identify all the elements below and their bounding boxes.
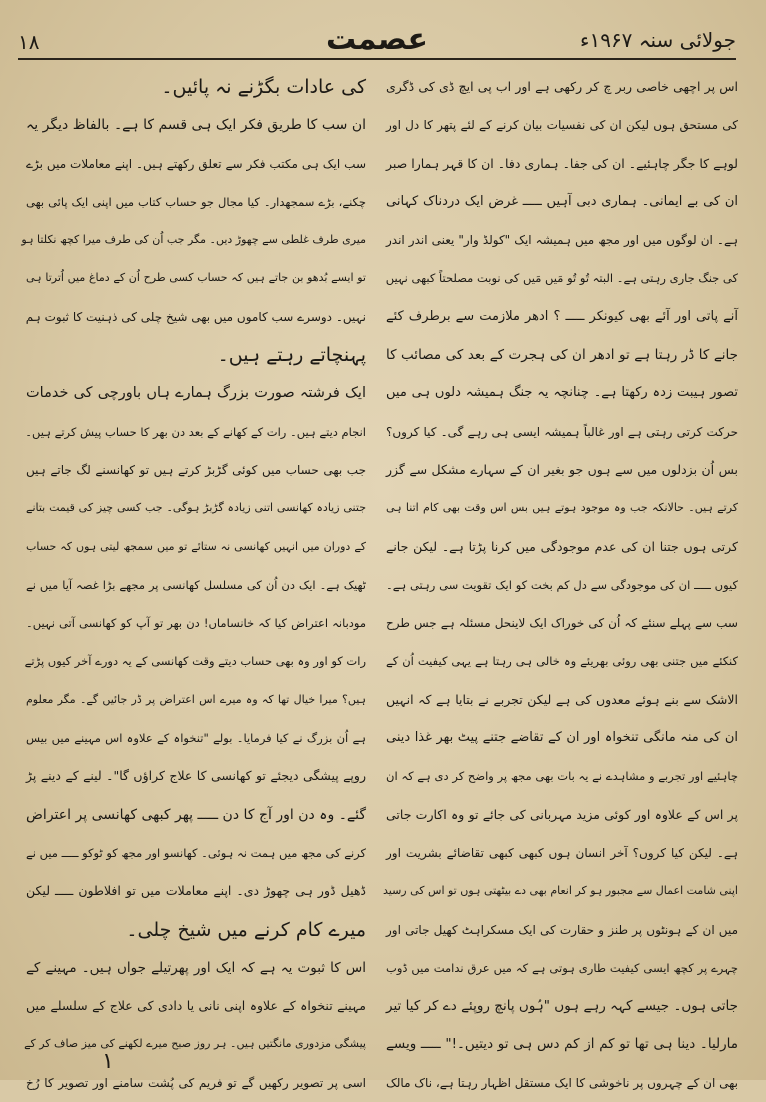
text-line: ان سب کا طریق فکر ایک ہی قسم کا ہے۔ بالفاظ دیگر یہ — [26, 117, 366, 134]
text-line: ان کی منہ مانگی تنخواہ اور ان کے تقاضے جتنے پیٹ بھر غذا دینی — [386, 730, 738, 746]
text-line: بس اُن بزدلوں میں سے ہوں جو بغیر ان کے سہارے مشکل سے گزر — [386, 461, 738, 477]
text-line: میں ان کے ہونٹوں پر طنز و حقارت کی ایک مسکراہٹ کھیل جاتی اور — [386, 922, 738, 937]
left-text-column — [21, 68, 366, 1102]
footer-mark: ۱ — [102, 1049, 114, 1074]
text-line: ہیں؟ میرا خیال تھا کہ وہ میرے اس اعتراض پر ڈر جائیں گے۔ مگر معلوم — [26, 692, 366, 706]
text-line: کیوں ـــــ ان کی موجودگی سے دل کم بخت کو ایک تقویت سی رہتی ہے۔ — [386, 577, 738, 592]
text-line: تصور ہیبت زدہ رکھتا ہے۔ چنانچہ یہ جنگ ہمیشہ دلوں ہی میں — [386, 385, 738, 401]
text-line: الاشک سے بنے ہوئے معدوں کی ہے لیکن تجربے نے بتایا ہے کہ انہیں — [386, 691, 738, 707]
text-line: نہیں۔ دوسرے سب کاموں میں بھی شیخ چلی کی ذہنیت کا ثبوت ہم — [25, 309, 366, 324]
text-line: کرتے ہیں۔ حالانکہ جب وہ موجود ہوتے ہیں بس اس وقت بھی کام اتنا ہی — [386, 501, 738, 515]
text-line: مودبانہ اعتراض کیا کہ خانساماں! دن بھر تو آپ کو کھانسی آتی نہیں۔ — [26, 616, 366, 631]
text-line: ٹھیک ہے۔ ایک دن اُن کی مسلسل کھانسی پر مجھے بڑا غصہ آیا میں نے — [26, 577, 366, 592]
text-line: گئے۔ وہ دن اور آج کا دن ـــــ پھر کبھی کھانسی پر اعتراض — [26, 806, 366, 823]
text-line: سب سے پہلے سنئے کہ اُن کی خوراک ایک لاینحل مسئلہ ہے جس طرح — [386, 616, 738, 631]
text-line: چہرے پر کچھ ایسی کیفیت طاری ہوتی ہے کہ میں عرق ندامت میں ڈوب — [386, 960, 738, 975]
text-line: کرتی ہوں جتنا ان کی عدم موجودگی میں کرنا پڑتا ہے۔ لیکن جانے — [386, 538, 738, 554]
text-line: بھی ان کے چہروں پر ناخوشی کا ایک مستقل اظہار رہتا ہے، ناک مالک — [386, 1075, 738, 1090]
text-line: پیشگی مزدوری مانگتیں ہیں۔ ہر روز صبح میرے لکھنے کی میز صاف کر کے — [24, 1037, 366, 1051]
text-line: انجام دیتے ہیں۔ رات کے کھانے کے بعد دن بھر کا حساب پیش کرتے ہیں۔ — [25, 424, 366, 439]
text-line: پہنچاتے رہتے ہیں۔ — [217, 344, 366, 367]
text-line: میری طرف غلطی سے چھوڑ دیں۔ مگر جب اُن کی طرف میرا کچھ نکلتا ہو — [21, 233, 366, 247]
text-line: اس کا ثبوت یہ ہے کہ ایک اور پھرتیلے جواں ہیں۔ مہینے کے — [26, 959, 366, 976]
text-line: کرنے کی مجھ میں ہمت نہ ہوئی۔ کھانسو اور مجھ کو ٹوکو ـــــ میں نے — [25, 845, 366, 860]
text-line: کی جنگ جاری رہتی ہے۔ البتہ تُو تُو مَیں مَیں کی نوبت مصلحتاً کبھی نہیں — [385, 271, 738, 286]
text-line: کی مستحق ہوں لیکن ان کی نفسیات بیان کرنے کے لئے پتھر کا دل اور — [386, 118, 738, 133]
text-line: ہے اُن بزرگ نے کیا فرمایا۔ بولے "تنخواہ کے علاوہ اس مہینے میں بیس — [26, 731, 366, 746]
text-line: لوہے کا جگر چاہئیے۔ ان کی جفا۔ ہماری دفا۔ ان کا قہر ہمارا صبر — [386, 155, 738, 171]
text-line: جتنی زیادہ کھانسی اتنی زیادہ گڑبڑ ہوگی۔ جب کسی چیز کی قیمت بتانے — [26, 501, 366, 515]
text-line: جانے کا ڈر رہتا ہے تو ادھر ان کی ہجرت کے بعد کی مصائب کا — [386, 347, 738, 364]
text-line: جب بھی حساب میں کوئی گڑبڑ کرتے ہیں تو کھانسنے لگ جاتے ہیں — [26, 462, 366, 477]
text-line: روپے پیشگی دیجئے تو کھانسی کا علاج کراؤں گا"۔ لینے کے دینے پڑ — [26, 768, 366, 784]
text-line: تو ایسے بُدھو بن جاتے ہیں کہ حساب کسی طرح اُن کے دماغ میں اُترتا ہی — [26, 271, 366, 285]
text-line: ہے۔ ان لوگوں میں اور مجھ میں ہمیشہ ایک "کولڈ وار" یعنی اندر اندر — [386, 233, 738, 248]
text-line: جاتی ہوں۔ جیسے کہہ رہے ہوں "ہُوں پانچ روپئے دے کر کیا تیر — [386, 998, 738, 1015]
text-line: اس پر اچھی خاصی ربر چ کر رکھی ہے اور اب پی ایچ ڈی کی ڈگری — [386, 79, 738, 94]
text-line: ایک فرشتہ صورت بزرگ ہمارے ہاں باورچی کی خدمات — [26, 385, 366, 402]
text-line: رات کو اور وہ بھی حساب دیتے وقت کھانسی کے یہ دورے آخر کیوں پڑتے — [24, 654, 366, 669]
text-line: مہینے تنخواہ کے علاوہ اپنی نانی یا دادی کی علاج کے سلسلے میں — [26, 998, 366, 1014]
text-line: میرے کام کرنے میں شیخ چلی۔ — [126, 918, 366, 941]
text-line: کنکئے میں جتنی بھی روئی بھریئے وہ خالی ہی رہتا ہے یہی کیفیت اُن کے — [386, 654, 738, 669]
text-line: پر اس کے علاوہ اور کوئی مزید مہربانی کی جائے تو وہ اکارت جاتی — [386, 806, 738, 822]
right-text-column — [383, 68, 738, 1102]
text-line: سب ایک ہی مکتب فکر سے تعلق رکھتے ہیں۔ اپنے معاملات میں بڑے — [26, 156, 366, 171]
text-line: کے دوران میں انہیں کھانسی نہ ستائے تو میں سمجھ لیتی ہوں کہ حساب — [26, 539, 366, 553]
text-line: حرکت کرتی رہتی ہے اور غالباً ہمیشہ ایسی ہی رہے گی۔ کیا کروں؟ — [386, 424, 738, 439]
text-line: چکنے، بڑے سمجھدار۔ کیا مجال جو حساب کتاب میں اپنی ایک پائی بھی — [26, 194, 366, 209]
text-line: چاہئیے اور تجربے و مشاہدے نے یہ بات بھی مجھ پر واضح کر دی ہے کہ ان — [386, 769, 738, 784]
text-line: اسی پر تصویر رکھیں گے تو فریم کی پُشت سامنے اور تصویر کا رُخ — [26, 1075, 366, 1090]
text-line: ڈھیل ڈور ہی چھوڑ دی۔ اپنے معاملات میں تو افلاطون ـــــ لیکن — [26, 883, 366, 899]
text-line: ان کی بے ایمانی۔ ہماری دبی آہیں ـــــ غرض ایک دردناک کہانی — [386, 193, 738, 209]
text-line: آنے پاتی اور آئے بھی کیونکر ـــــ ؟ ادھر ملازمت سے برطرف کئے — [386, 308, 738, 324]
page-number: ۱۸ — [18, 30, 40, 54]
issue-date: جولائی سنہ ۱۹۶۷ء — [580, 28, 736, 52]
header-rule — [18, 58, 736, 60]
text-line: مارلیا۔ دینا ہی تھا تو کم از کم دس ہی تو دیتیں۔!" ـــــ ویسے — [386, 1036, 738, 1053]
magazine-title: عصمت — [326, 22, 428, 57]
text-line: کی عادات بگڑنے نہ پائیں۔ — [161, 76, 366, 98]
text-line: اپنی شامت اعمال سے مجبور ہو کر انعام بھی دے بیٹھتی ہوں تو اس کی رسید — [383, 884, 738, 898]
text-line: ہے۔ لیکن کیا کروں؟ آخر انسان ہوں کبھی کبھی تقاضائے بشریت اور — [386, 845, 738, 860]
